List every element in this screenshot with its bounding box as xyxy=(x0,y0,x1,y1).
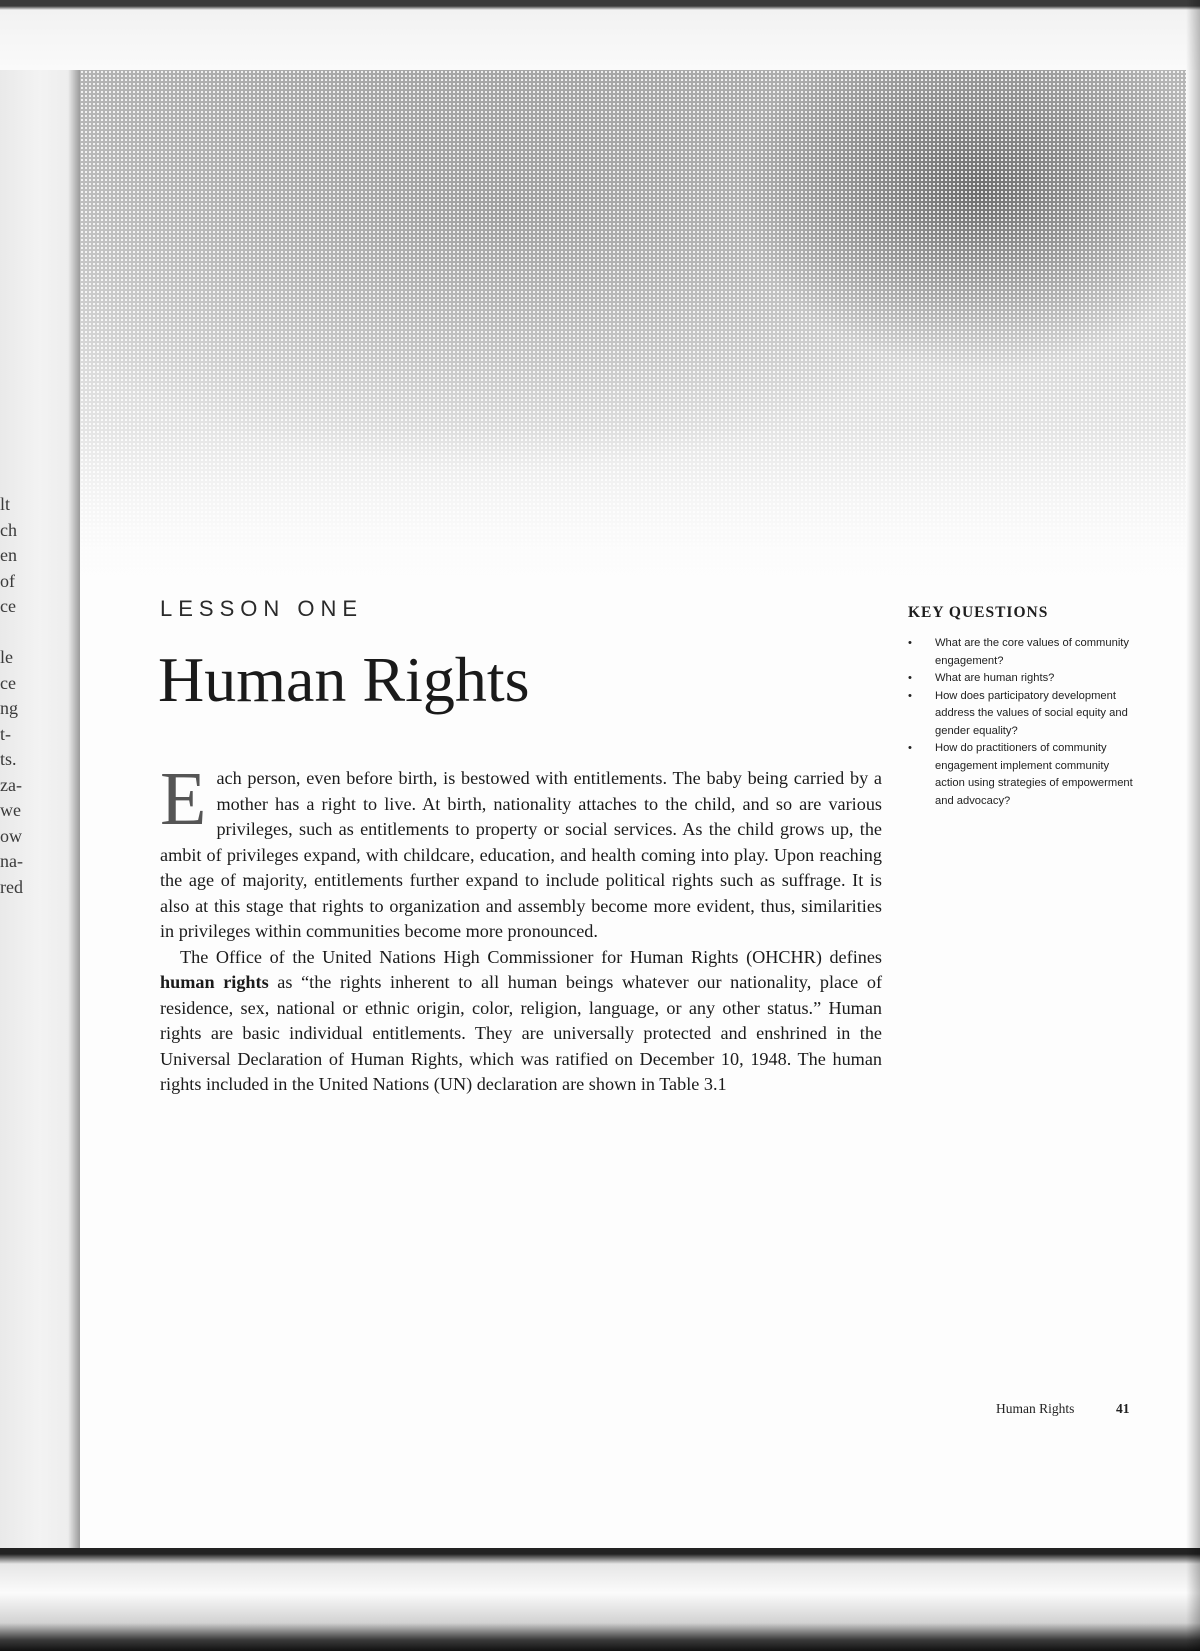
fragment-line: ts. xyxy=(0,749,17,769)
question-text: What are the core values of community engagement? xyxy=(935,637,1130,667)
key-questions-box xyxy=(908,604,1140,810)
fragment-line: ce xyxy=(0,672,16,693)
lesson-label: LESSON ONE xyxy=(160,596,364,621)
bullet-icon: • xyxy=(908,672,912,684)
facing-page-fragments xyxy=(0,492,30,900)
list-item xyxy=(908,635,1140,670)
scan-bottom-edge xyxy=(0,1548,1200,1651)
question-text: What are human rights? xyxy=(935,672,1055,684)
bullet-icon: • xyxy=(908,637,912,649)
running-head: Human Rights xyxy=(996,1401,1075,1416)
key-questions-title: KEY QUESTIONS xyxy=(908,604,1049,621)
list-item xyxy=(908,688,1140,741)
body-text xyxy=(160,757,883,1098)
page-title: Human Rights xyxy=(158,644,530,715)
key-term: human rights xyxy=(160,972,269,992)
fragment-line: red xyxy=(0,876,23,897)
page-number: 41 xyxy=(1116,1401,1130,1416)
fragment-line: ng xyxy=(0,698,18,718)
fragment-line: ow xyxy=(0,825,22,846)
header-image-fade xyxy=(80,430,1186,590)
scan-top-edge xyxy=(0,0,1200,70)
bullet-icon: • xyxy=(908,742,912,754)
fragment-line: t- xyxy=(0,723,11,744)
fragment-line: en xyxy=(0,545,17,565)
fragment-line: za- xyxy=(0,774,22,795)
drop-cap: E xyxy=(160,757,207,841)
paragraph-intro-text: ach person, even before birth, is bestowed with entitlements. The baby being carried by a mother has a right to live. At birth, nationality attaches to the child, and so are various privileges, such as entitlements to property or social services. As the child grows up, the ambit of privileges expand, with childcare, education, and health coming into play. Upon reaching the age of majority, entitlements further expand to include political rights such as suffrage. It is also at this stage that rights to organization and assembly become more evident, thus, similarities in privileges within communities become more pronounced. xyxy=(160,768,882,941)
question-text: How do practitioners of community engagement implement community action using strategies of empowerment and advocacy? xyxy=(935,742,1133,807)
fragment-line: ch xyxy=(0,519,17,540)
fragment-line xyxy=(0,620,30,646)
fragment-line: le xyxy=(0,647,13,667)
fragment-line: of xyxy=(0,570,15,591)
fragment-line: we xyxy=(0,800,21,820)
paragraph-definition xyxy=(160,945,882,1098)
fragment-line: lt xyxy=(0,494,11,514)
bullet-icon: • xyxy=(908,689,912,702)
definition-lead: The Office of the United Nations High Commissioner for Human Rights (OHCHR) defines xyxy=(180,946,882,967)
fragment-line: na- xyxy=(0,851,23,871)
list-item xyxy=(908,740,1140,810)
definition-rest: as “the rights inherent to all human beings whatever our nationality, place of residence, sex, national or ethnic origin, color, religion, language, or any other status.” Human rights are basic individual entitlements. They are universally protected and enshrined in the Universal Declaration of Human Rights, which was ratified on December 10, 1948. The human rights included in the United Nations (UN) declaration are shown in Table 3.1 xyxy=(160,972,883,1094)
list-item xyxy=(908,670,1140,688)
key-questions-list xyxy=(908,635,1140,810)
scan-right-edge xyxy=(1186,0,1200,1651)
fragment-line: ce xyxy=(0,596,16,616)
paragraph-intro xyxy=(160,757,882,945)
question-text: How does participatory development address the values of social equity and gender equality? xyxy=(935,689,1128,737)
